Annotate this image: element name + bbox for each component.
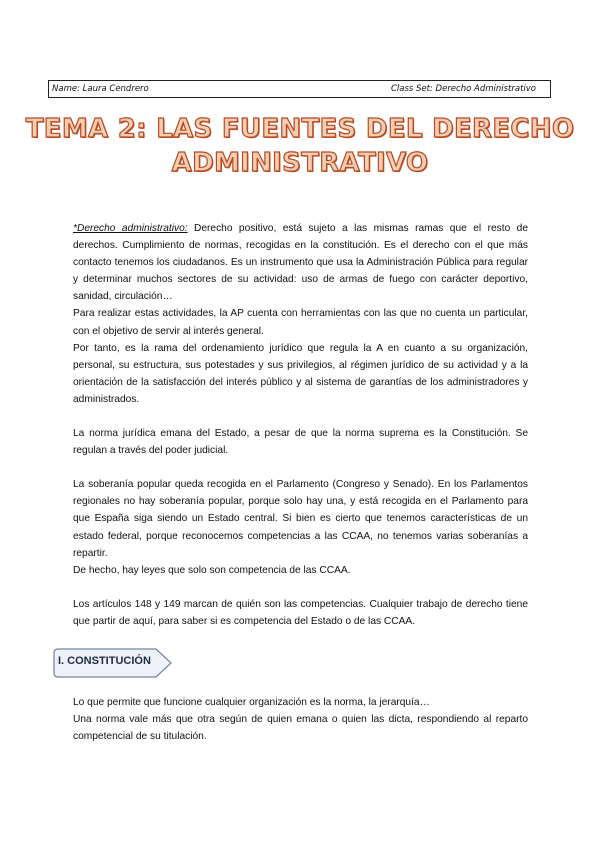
class-name: Class Set: Derecho Administrativo xyxy=(390,84,536,94)
body-text xyxy=(73,220,528,630)
paragraph-leyes: De hecho, hay leyes que solo son competencia de las CCAA. xyxy=(73,564,351,576)
section-paragraph-2: Una norma vale más que otra según de quien emana o quien las dicta, respondiendo al reparto competencial de su titulación. xyxy=(73,714,528,743)
section-tag-constitucion xyxy=(52,647,172,677)
section-paragraph-1: Lo que permite que funcione cualquier organización es la norma, la jerarquía… xyxy=(73,697,430,708)
section-body-text xyxy=(73,694,528,745)
paragraph-definition xyxy=(73,220,528,305)
paragraph-articulos: Los artículos 148 y 149 marcan de quién son las competencias. Cualquier trabajo de derecho tiene que partir de aquí, para saber si es competencia del Estado o de las CCAA. xyxy=(73,598,528,627)
section-label: I. CONSTITUCIÓN xyxy=(58,655,151,667)
student-name: Name: Laura Cendrero xyxy=(52,84,149,94)
definition-text: Derecho positivo, está sujeto a las mismas ramas que el resto de derechos. Cumplimiento de normas, recogidas en la constitución. Es el derecho con el que más contacto tenemos los ciudadanos. Es un instrumento que usa la Administración Pública para regular y determinar muchos sectores de su actividad: uso de armas de fuego con carácter deportivo, sanidad, circulación… xyxy=(73,223,528,303)
page-title-line-2: ADMINISTRATIVO xyxy=(171,148,429,178)
paragraph-rama: Por tanto, es la rama del ordenamiento jurídico que regula la A en cuanto a su organización, personal, su estructura, sus potestades y sus privilegios, al régimen jurídico de su actividad y a la orientación de la satisfacción del interés público y al sistema de garantías de los administradores y administrados. xyxy=(73,342,528,405)
paragraph-norma: La norma jurídica emana del Estado, a pesar de que la norma suprema es la Constitución. Se regulan a través del poder judicial. xyxy=(73,428,528,457)
paragraph-ap: Para realizar estas actividades, la AP cuenta con herramientas con las que no cuenta un particular, con el objetivo de servir al interés general. xyxy=(73,308,528,337)
page-title-line-1: TEMA 2: LAS FUENTES DEL DERECHO xyxy=(25,114,575,144)
paragraph-soberania: La soberanía popular queda recogida en el Parlamento (Congreso y Senado). En los Parlamentos regionales no hay soberanía popular, porque solo hay una, y está recogida en el Parlamento para que España siga siendo un Estado central. Si bien es cierto que tenemos características de un estado federal, porque reconocemos competencias a las CCAA, no tenemos varias soberanías a repartir. xyxy=(73,479,528,559)
header-box xyxy=(48,80,551,98)
term-derecho-administrativo: *Derecho administrativo: xyxy=(73,223,188,234)
